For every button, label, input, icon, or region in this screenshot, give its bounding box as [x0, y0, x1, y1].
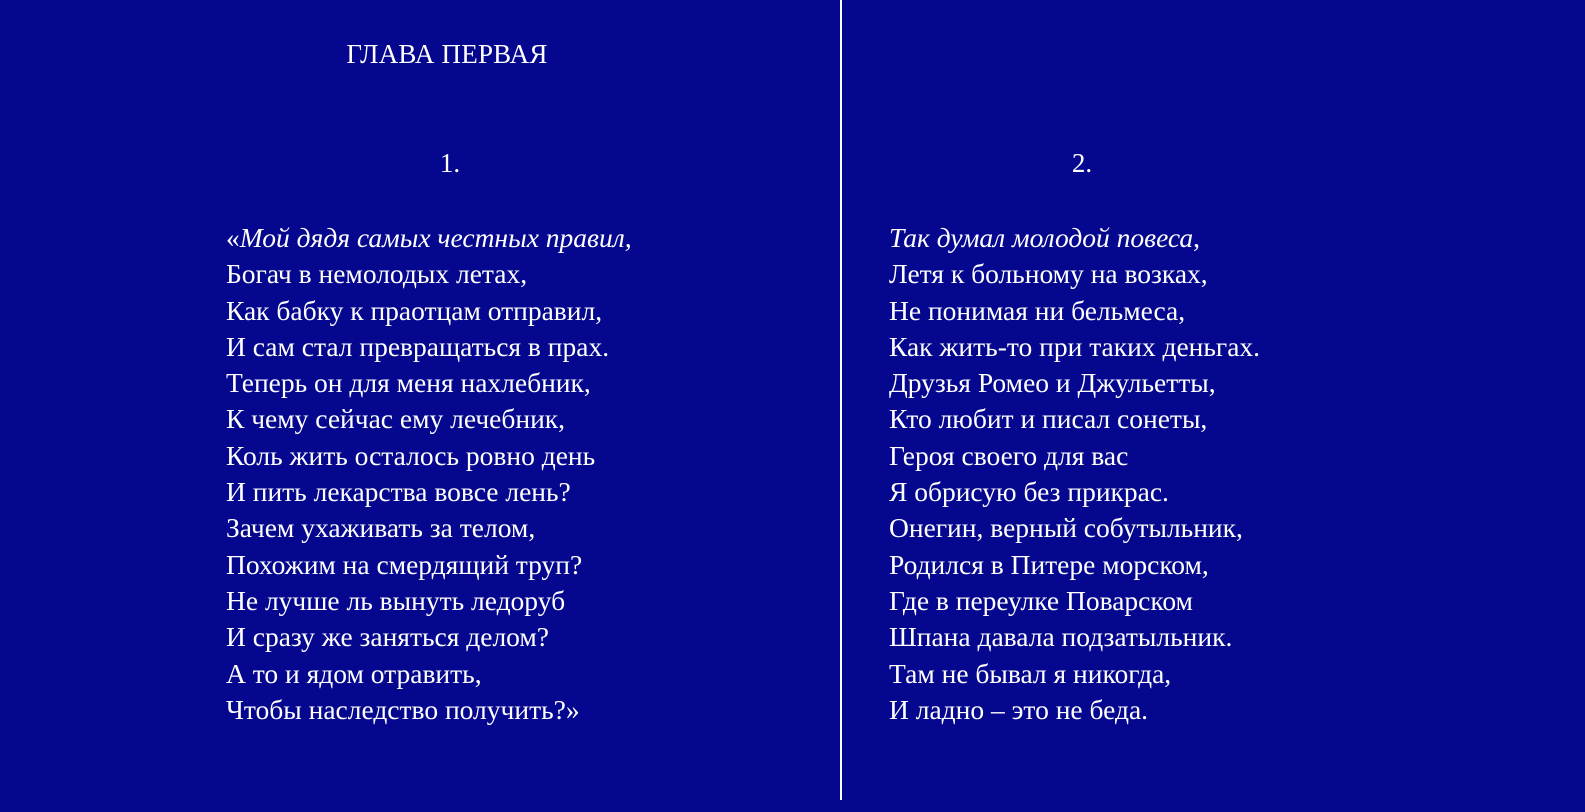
stanza-line: Не лучше ль вынуть ледоруб	[226, 584, 566, 616]
stanza-line: И пить лекарства вовсе лень?	[226, 476, 571, 508]
stanza-line: А то и ядом отравить,	[226, 657, 482, 689]
stanza-line: К чему сейчас ему лечебник,	[226, 403, 566, 435]
stanza-line: Теперь он для меня нахлебник,	[226, 367, 591, 399]
italic-opening-words: Так думал молодой повеса	[889, 222, 1194, 253]
stanza-line: Богач в немолодых летах,	[226, 258, 528, 290]
line-punctuation: ,	[1193, 222, 1201, 253]
stanza-line: Друзья Ромео и Джульетты,	[889, 367, 1216, 399]
page-divider	[840, 0, 842, 800]
stanza-line: Героя своего для вас	[889, 439, 1129, 471]
stanza-line: Как жить-то при таких деньгах.	[889, 330, 1261, 362]
stanza-line: Не понимая ни бельмеса,	[889, 294, 1186, 326]
stanza-line: Летя к больному на возках,	[889, 258, 1208, 290]
stanza-line: Там не бывал я никогда,	[889, 657, 1172, 689]
open-quote: «	[226, 222, 240, 253]
stanza-line: И сразу же заняться делом?	[226, 621, 550, 653]
stanza-line: Чтобы наследство получить?»	[226, 693, 580, 725]
stanza-line: Как бабку к праотцам отправил,	[226, 294, 603, 326]
stanza-number-1: 1.	[439, 148, 461, 178]
italic-opening-words: Мой дядя самых честных правил,	[239, 222, 632, 253]
stanza-line: Я обрисую без прикрас.	[889, 476, 1169, 508]
stanza-line	[889, 220, 1260, 256]
stanza-line: Зачем ухаживать за телом,	[226, 512, 536, 544]
stanza-2	[889, 220, 1260, 728]
stanza-line: Коль жить осталось ровно день	[226, 439, 596, 471]
stanza-line: Шпана давала подзатыльник.	[889, 621, 1233, 653]
stanza-line: Где в переулке Поварском	[889, 584, 1193, 616]
stanza-line	[226, 220, 632, 256]
stanza-1	[226, 220, 632, 728]
stanza-number-2: 2.	[1071, 148, 1093, 178]
stanza-line: Родился в Питере морском,	[889, 548, 1209, 580]
stanza-line: И сам стал превращаться в прах.	[226, 330, 610, 362]
stanza-line: Кто любит и писал сонеты,	[889, 403, 1208, 435]
chapter-title: ГЛАВА ПЕРВАЯ	[346, 39, 548, 69]
stanza-line: Похожим на смердящий труп?	[226, 548, 583, 580]
stanza-line: И ладно – это не беда.	[889, 693, 1149, 725]
stanza-line: Онегин, верный собутыльник,	[889, 512, 1243, 544]
